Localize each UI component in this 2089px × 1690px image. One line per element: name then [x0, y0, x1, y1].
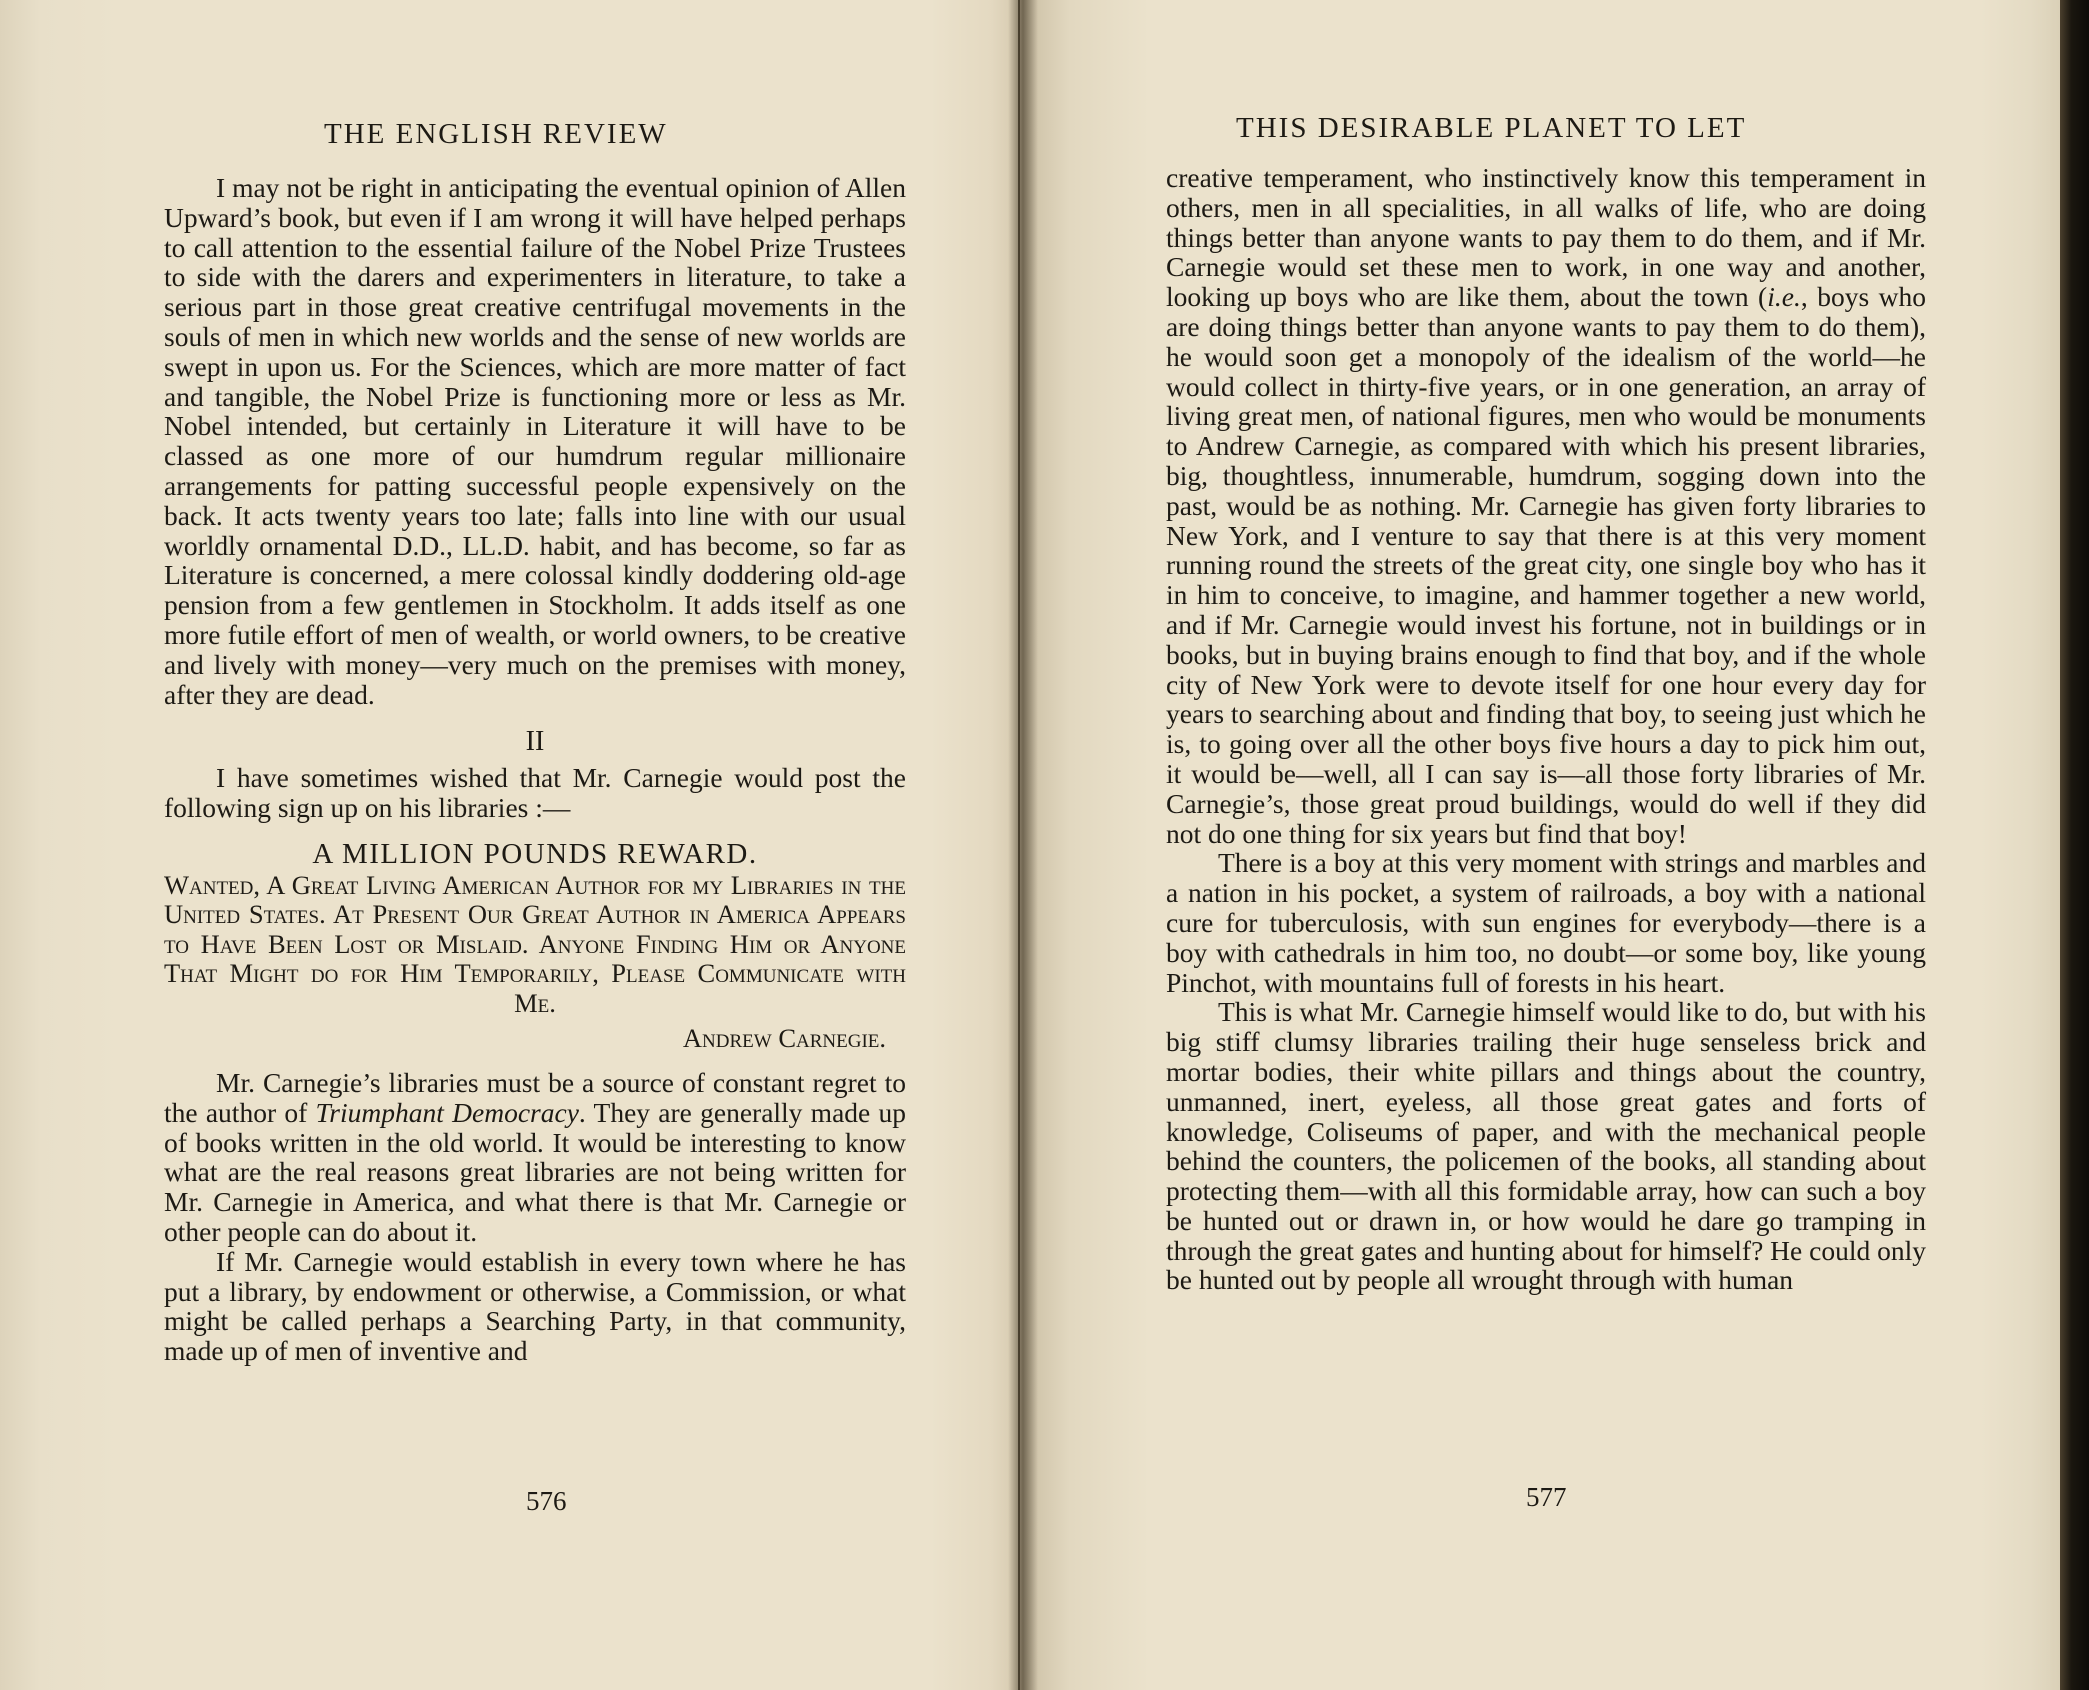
left-paragraph-1: I may not be right in anticipating the eventual opinion of Allen Upward’s book, but even if I am wrong it will have helped perhaps to call attention to the essential failure of the Nobel Prize Trustees to side with the darers and experimenters in literature, to take a serious part in those great creative centrifugal movements in the souls of men in which new worlds and the sense of new worlds are swept in upon us. For the Sciences, which are more matter of fact and tangible, the Nobel Prize is functioning more or less as Mr. Nobel intended, but certainly in Literature it will have to be classed as one more of our humdrum regular millionaire arrangements for patting successful people expensively on the back. It acts twenty years too late; falls into line with our usual worldly ornamental D.D., LL.D. habit, and has become, so far as Literature is concerned, a mere colossal kindly doddering old-age pension from a few gentlemen in Stockholm. It adds itself as one more futile effort of men of wealth, or world owners, to be creative and lively with money—very much on the premises with money, after they are dead. — [164, 172, 906, 710]
section-number: II — [525, 726, 545, 758]
paragraph-1-text-after: , boys who are doing things better than anyone wants to pay them to do them), he would soon get a monopoly of the idealism of the world—he would collect in thirty-five years, or in one generation, an array of living great men, of national figures, men who would be monuments to Andrew Carnegie, as compared with which his present libraries, big, thoughtless, innumerable, humdrum, sogging down into the past, would be as nothing. Mr. Carnegie has given forty libraries to New York, and I venture to say that there is at this very moment running round the streets of the great city, one single boy who has it in him to conceive, to imagine, and hammer together a new world, and if Mr. Carnegie would invest his fortune, not in buildings or in books, but in buying brains enough to find that boy, and if the whole city of New York were to devote itself for one hour every day for years to searching about and finding that boy, to seeing just which he is, to going over all the other boys five hours a day to pick him out, it would be—well, all I can say is—all those forty libraries of Mr. Carnegie’s, those great proud buildings, would do well if they did not do one thing for six years but find that boy! — [1166, 281, 1926, 849]
right-page-body — [1166, 163, 1926, 1295]
notice-body: Wanted, A Great Living American Author for my Libraries in the United States. At Present Our Great Author in America Appears to Have Been Lost or Mislaid. Anyone Finding Him or Anyone That Might do for Him Temporarily, Please Communicate with Me. — [164, 869, 906, 1018]
right-paragraph-2: There is a boy at this very moment with strings and marbles and a nation in his pocket, a system of railroads, a boy with a national cure for tuberculosis, with sun engines for everybody—there is a boy with cathedrals in him too, no doubt—or some boy, like young Pinchot, with mountains full of forests in his heart. — [1166, 847, 1926, 998]
notice-signature: Andrew Carnegie. — [682, 1023, 886, 1054]
running-head-right: THIS DESIRABLE PLANET TO LET — [1236, 112, 1747, 144]
right-paragraph-3: This is what Mr. Carnegie himself would like to do, but with his big stiff clumsy libraries trailing their huge senseless brick and mortar bodies, their white pillars and things about the country, unmanned, inert, eyeless, all those great gates and forts of knowledge, Coliseums of paper, and with the mechanical people behind the counters, the policemen of the books, all standing about protecting them—with all this formidable array, how can such a boy be hunted out or drawn in, or how would he dare go tramping in through the great gates and hunting about for himself? He could only be hunted out by people all wrought through with human — [1166, 996, 1926, 1296]
book-edge — [2060, 0, 2089, 1690]
ie-italic: i.e. — [1767, 281, 1801, 313]
paragraph-1-text-before: creative temperament, who instinctively know this temperament in others, men in all specialities, in all walks of life, who are doing things better than anyone wants to pay them to do them, and if Mr. Carnegie would set these men to work, in one way and another, looking up boys who are like them, about the town ( — [1166, 162, 1926, 313]
page-number-right: 577 — [1526, 1482, 1567, 1512]
left-paragraph-4: If Mr. Carnegie would establish in every town where he has put a library, by endowment or otherwise, a Commission, or what might be called perhaps a Searching Party, in that community, made up of men of inventive and — [164, 1245, 906, 1367]
book-title-italic: Triumphant Democracy — [315, 1096, 579, 1128]
left-paragraph-3 — [164, 1068, 906, 1247]
right-paragraph-1 — [1166, 163, 1926, 848]
notice-title: A MILLION POUNDS REWARD. — [312, 837, 758, 870]
left-paragraph-2: I have sometimes wished that Mr. Carnegie would post the following sign up on his libraries :— — [164, 762, 906, 823]
page-number-left: 576 — [526, 1486, 567, 1516]
left-page-body — [164, 173, 906, 1366]
paragraph-3-text-before: Mr. Carnegie’s libraries must be a source of constant regret to the author of — [164, 1067, 906, 1128]
running-head-left: THE ENGLISH REVIEW — [324, 118, 668, 150]
right-page — [1018, 0, 2066, 1690]
paragraph-3-text-after: . They are generally made up of books written in the old world. It would be interesting to know what are the real reasons great libraries are not being written for Mr. Carnegie in America, and what there is that Mr. Carnegie or other people can do about it. — [164, 1096, 906, 1248]
left-page — [0, 0, 1032, 1690]
book-spine-shadow — [1008, 0, 1038, 1690]
